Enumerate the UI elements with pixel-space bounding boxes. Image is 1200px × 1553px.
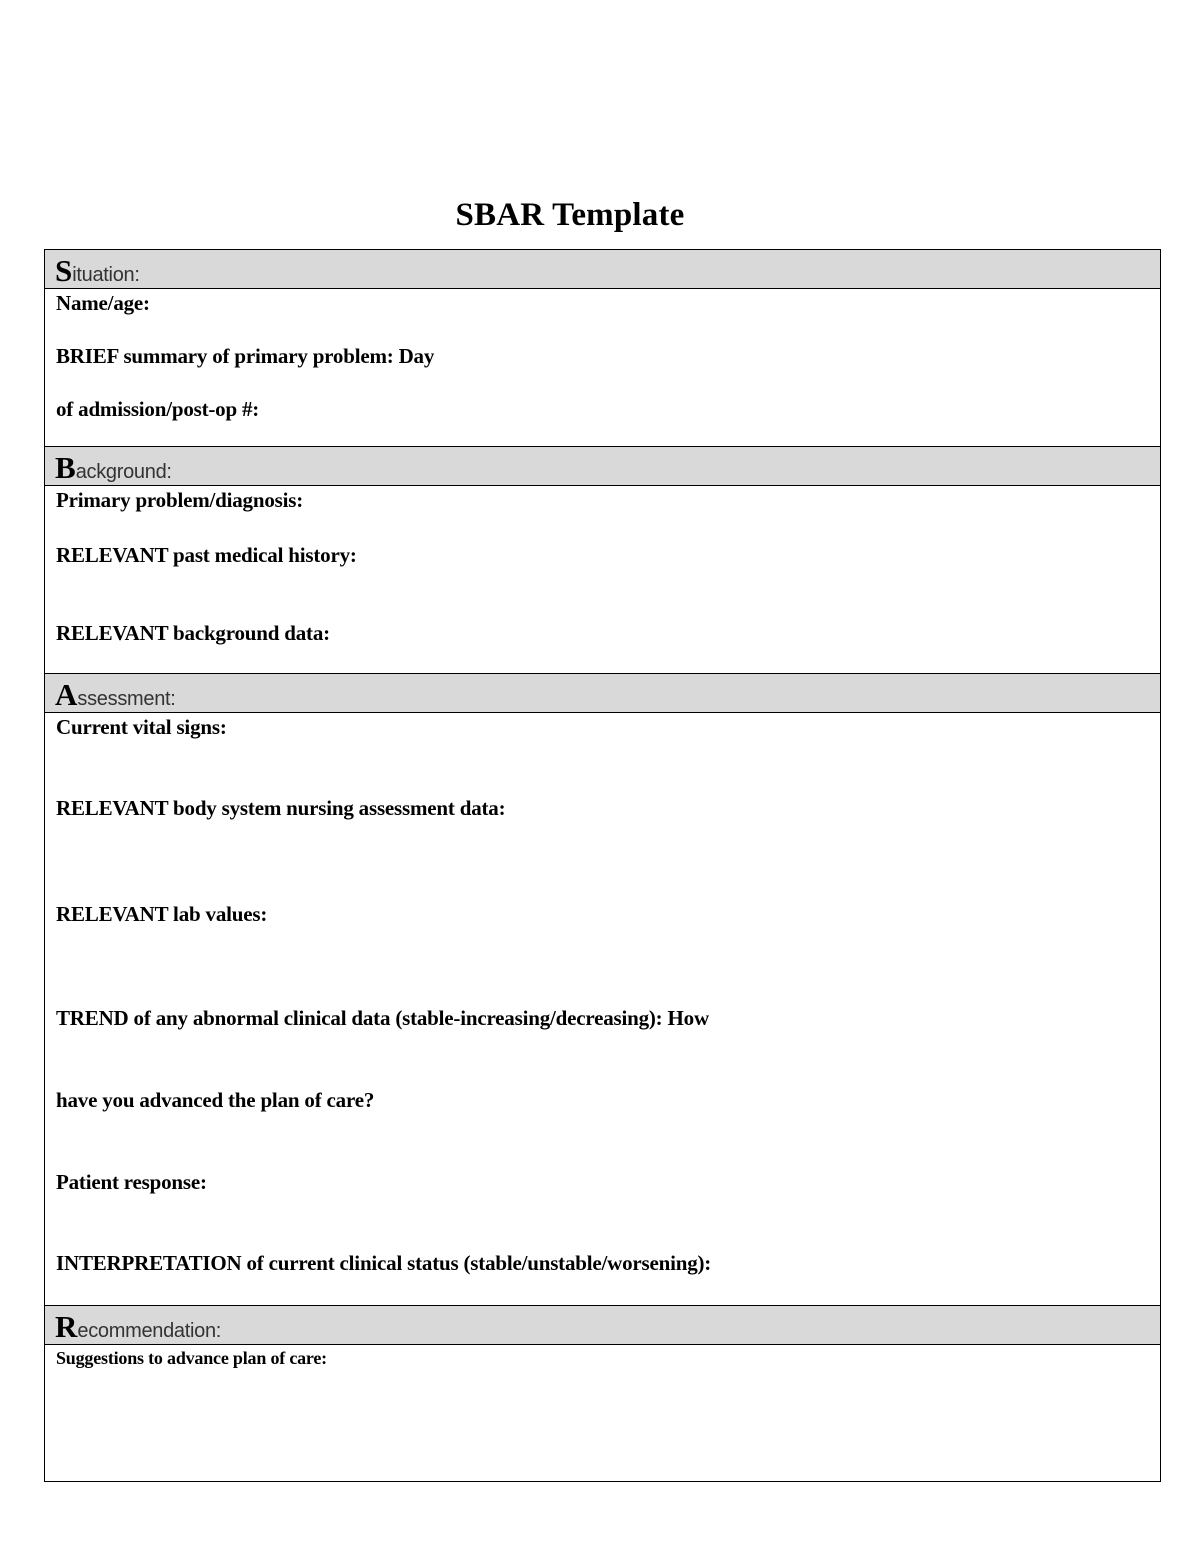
field-background-data: RELEVANT background data: (56, 621, 330, 645)
section-letter-b: B (55, 450, 76, 485)
section-label-background: ackground: (75, 461, 172, 483)
section-body-situation[interactable] (45, 289, 1160, 447)
field-vital-signs: Current vital signs: (56, 715, 227, 739)
section-body-recommendation[interactable] (45, 1345, 1160, 1482)
field-suggestions: Suggestions to advance plan of care: (56, 1348, 327, 1368)
section-body-assessment[interactable] (45, 713, 1160, 1306)
section-header-situation (45, 250, 1160, 289)
field-brief-summary: BRIEF summary of primary problem: Day (56, 344, 435, 368)
field-interpretation: INTERPRETATION of current clinical status (stable/unstable/worsening): (56, 1251, 712, 1275)
field-primary-diagnosis: Primary problem/diagnosis: (56, 488, 303, 512)
field-past-medical-history: RELEVANT past medical history: (56, 543, 357, 567)
field-patient-response: Patient response: (56, 1170, 207, 1194)
section-label-assessment: ssessment: (77, 688, 176, 710)
field-admission-day: of admission/post-op #: (56, 397, 260, 421)
section-letter-r: R (55, 1309, 78, 1344)
section-label-situation: ituation: (72, 264, 140, 286)
section-letter-s: S (55, 253, 73, 288)
section-body-background[interactable] (45, 486, 1160, 674)
sbar-form-table (44, 249, 1161, 1482)
section-letter-a: A (55, 677, 78, 712)
section-label-recommendation: ecommendation: (77, 1320, 222, 1342)
page-title: SBAR Template (455, 197, 685, 233)
field-name-age: Name/age: (56, 291, 150, 315)
section-header-recommendation (45, 1306, 1160, 1345)
field-trend-data: TREND of any abnormal clinical data (stable-increasing/decreasing): How (56, 1006, 709, 1030)
field-lab-values: RELEVANT lab values: (56, 902, 268, 926)
field-advanced-plan: have you advanced the plan of care? (56, 1088, 375, 1112)
section-header-assessment (45, 674, 1160, 713)
field-body-system-assessment: RELEVANT body system nursing assessment data: (56, 796, 506, 820)
section-header-background (45, 447, 1160, 486)
